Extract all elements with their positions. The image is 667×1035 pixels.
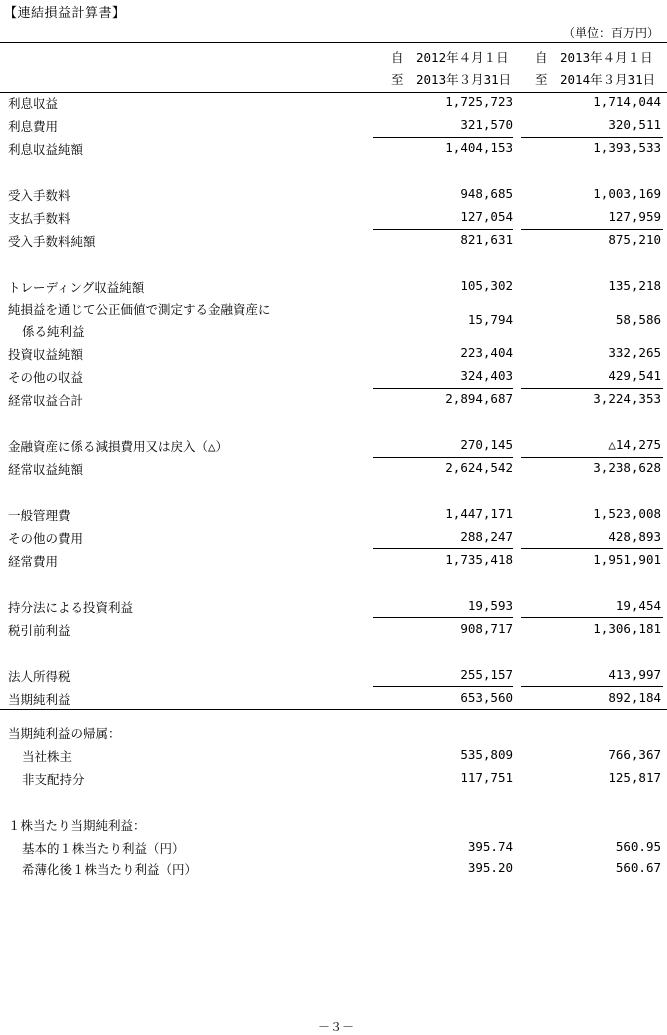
row-label: 当期純利益	[8, 692, 71, 707]
header-rule	[0, 92, 667, 93]
row-value-2014: 1,714,044	[593, 94, 661, 109]
section-rule	[0, 709, 667, 710]
row-basic-eps	[0, 839, 667, 859]
row-other-expenses	[0, 529, 667, 549]
row-label: 純損益を通じて公正価値で測定する金融資産に	[8, 302, 271, 317]
row-value-2014: 1,523,008	[593, 506, 661, 521]
row-noncontrolling	[0, 770, 667, 790]
row-value-2014: 413,997	[608, 667, 661, 682]
row-value-2013: 288,247	[460, 529, 513, 544]
subtotal-rule	[373, 137, 513, 138]
row-label: 受入手数料	[8, 188, 71, 203]
subtotal-rule	[373, 457, 513, 458]
row-value-2013: 908,717	[460, 621, 513, 636]
row-label: 経常費用	[8, 554, 59, 569]
row-interest-income	[0, 94, 667, 114]
subtotal-rule	[373, 388, 513, 389]
row-pretax-income	[0, 621, 667, 641]
row-value-2014: 766,367	[608, 747, 661, 762]
row-label: 当社株主	[22, 749, 73, 764]
row-value-2014: 1,003,169	[593, 186, 661, 201]
subtotal-rule	[373, 617, 513, 618]
row-value-2014: 19,454	[615, 598, 661, 613]
row-label: 希薄化後１株当たり利益（円）	[22, 862, 198, 877]
subtotal-rule	[373, 229, 513, 230]
row-fee-income	[0, 186, 667, 206]
row-value-2014: 1,951,901	[593, 552, 661, 567]
row-value-2014: 1,306,181	[593, 621, 661, 636]
row-value-2014: 127,959	[608, 209, 661, 224]
row-label: 利息収益	[8, 96, 59, 111]
row-label: その他の費用	[8, 531, 84, 546]
row-value-2014: 875,210	[608, 232, 661, 247]
row-net-interest-income	[0, 140, 667, 160]
row-value-2014: 560.95	[615, 839, 661, 854]
row-value-2013: 19,593	[467, 598, 513, 613]
statement-title: 【連結損益計算書】	[4, 6, 126, 21]
row-value-2013: 821,631	[460, 232, 513, 247]
page-number: －３－	[318, 1020, 355, 1034]
row-net-operating-income	[0, 460, 667, 480]
row-value-2013: 324,403	[460, 368, 513, 383]
row-value-2013: 117,751	[460, 770, 513, 785]
row-label: トレーディング収益純額	[8, 280, 145, 295]
row-impairment	[0, 437, 667, 457]
row-operating-expenses	[0, 552, 667, 572]
subtotal-rule	[521, 686, 663, 687]
row-value-2014: 3,238,628	[593, 460, 661, 475]
row-value-2013: 127,054	[460, 209, 513, 224]
row-label: 非支配持分	[22, 772, 85, 787]
row-eps-heading	[0, 816, 667, 836]
row-label: その他の収益	[8, 370, 84, 385]
col1-header-from: 自 2012年４月１日	[391, 50, 509, 65]
subtotal-rule	[521, 617, 663, 618]
row-value-2013: 2,624,542	[445, 460, 513, 475]
row-value-2013: 255,157	[460, 667, 513, 682]
col1-header-to: 至 2013年３月31日	[391, 72, 512, 87]
row-value-2013: 321,570	[460, 117, 513, 132]
subtotal-rule	[521, 137, 663, 138]
row-label: 金融資産に係る減損費用又は戻入（△）	[8, 439, 229, 454]
row-diluted-eps	[0, 860, 667, 880]
row-label: 基本的１株当たり利益（円）	[22, 841, 185, 856]
top-rule	[0, 42, 667, 43]
row-value-2013: 2,894,687	[445, 391, 513, 406]
row-label: 当期純利益の帰属：	[8, 726, 121, 741]
row-value-2013: 223,404	[460, 345, 513, 360]
row-label: 経常収益合計	[8, 393, 84, 408]
row-interest-expense	[0, 117, 667, 137]
row-investment-income	[0, 345, 667, 365]
row-value-2014: 560.67	[615, 860, 661, 875]
row-value-2014: 429,541	[608, 368, 661, 383]
row-total-operating-income	[0, 391, 667, 411]
row-label: 利息費用	[8, 119, 59, 134]
row-value-2013: 1,447,171	[445, 506, 513, 521]
row-value-2014: △14,275	[608, 437, 661, 452]
row-label: 支払手数料	[8, 211, 71, 226]
subtotal-rule	[521, 388, 663, 389]
row-label: 受入手数料純額	[8, 234, 96, 249]
col2-header-from: 自 2013年４月１日	[535, 50, 653, 65]
row-label: 税引前利益	[8, 623, 71, 638]
row-label: １株当たり当期純利益：	[8, 818, 146, 833]
row-trading-income	[0, 278, 667, 298]
row-value-2013: 1,404,153	[445, 140, 513, 155]
row-value-2013: 395.20	[467, 860, 513, 875]
col2-header-to: 至 2014年３月31日	[535, 72, 656, 87]
row-label: 利息収益純額	[8, 142, 84, 157]
subtotal-rule	[521, 548, 663, 549]
subtotal-rule	[521, 457, 663, 458]
row-net-fee-income	[0, 232, 667, 252]
row-net-income	[0, 690, 667, 710]
row-value-2014: 1,393,533	[593, 140, 661, 155]
row-label: 係る純利益	[22, 324, 85, 339]
row-income-tax	[0, 667, 667, 687]
row-value-2014: 892,184	[608, 690, 661, 705]
row-value-2013: 948,685	[460, 186, 513, 201]
row-equity-method-income	[0, 598, 667, 618]
row-value-2014: 135,218	[608, 278, 661, 293]
subtotal-rule	[521, 229, 663, 230]
row-value-2014: 332,265	[608, 345, 661, 360]
row-value-2013: 1,735,418	[445, 552, 513, 567]
row-fvtpl-line2	[0, 322, 667, 342]
row-value-2013: 15,794	[467, 312, 513, 327]
row-attribution-heading	[0, 724, 667, 744]
row-value-2013: 653,560	[460, 690, 513, 705]
unit-label: （単位：百万円）	[562, 26, 659, 40]
row-label: 経常収益純額	[8, 462, 84, 477]
row-value-2013: 105,302	[460, 278, 513, 293]
row-value-2014: 58,586	[615, 312, 661, 327]
row-value-2013: 270,145	[460, 437, 513, 452]
row-value-2013: 535,809	[460, 747, 513, 762]
row-fee-expense	[0, 209, 667, 229]
row-value-2013: 1,725,723	[445, 94, 513, 109]
row-value-2013: 395.74	[467, 839, 513, 854]
row-value-2014: 3,224,353	[593, 391, 661, 406]
row-label: 持分法による投資利益	[8, 600, 134, 615]
row-other-income	[0, 368, 667, 388]
row-value-2014: 428,893	[608, 529, 661, 544]
subtotal-rule	[373, 548, 513, 549]
row-label: 投資収益純額	[8, 347, 84, 362]
row-ga-expenses	[0, 506, 667, 526]
row-label: 一般管理費	[8, 508, 71, 523]
subtotal-rule	[373, 686, 513, 687]
row-label: 法人所得税	[8, 669, 71, 684]
row-value-2014: 320,511	[608, 117, 661, 132]
row-value-2014: 125,817	[608, 770, 661, 785]
row-owners	[0, 747, 667, 767]
